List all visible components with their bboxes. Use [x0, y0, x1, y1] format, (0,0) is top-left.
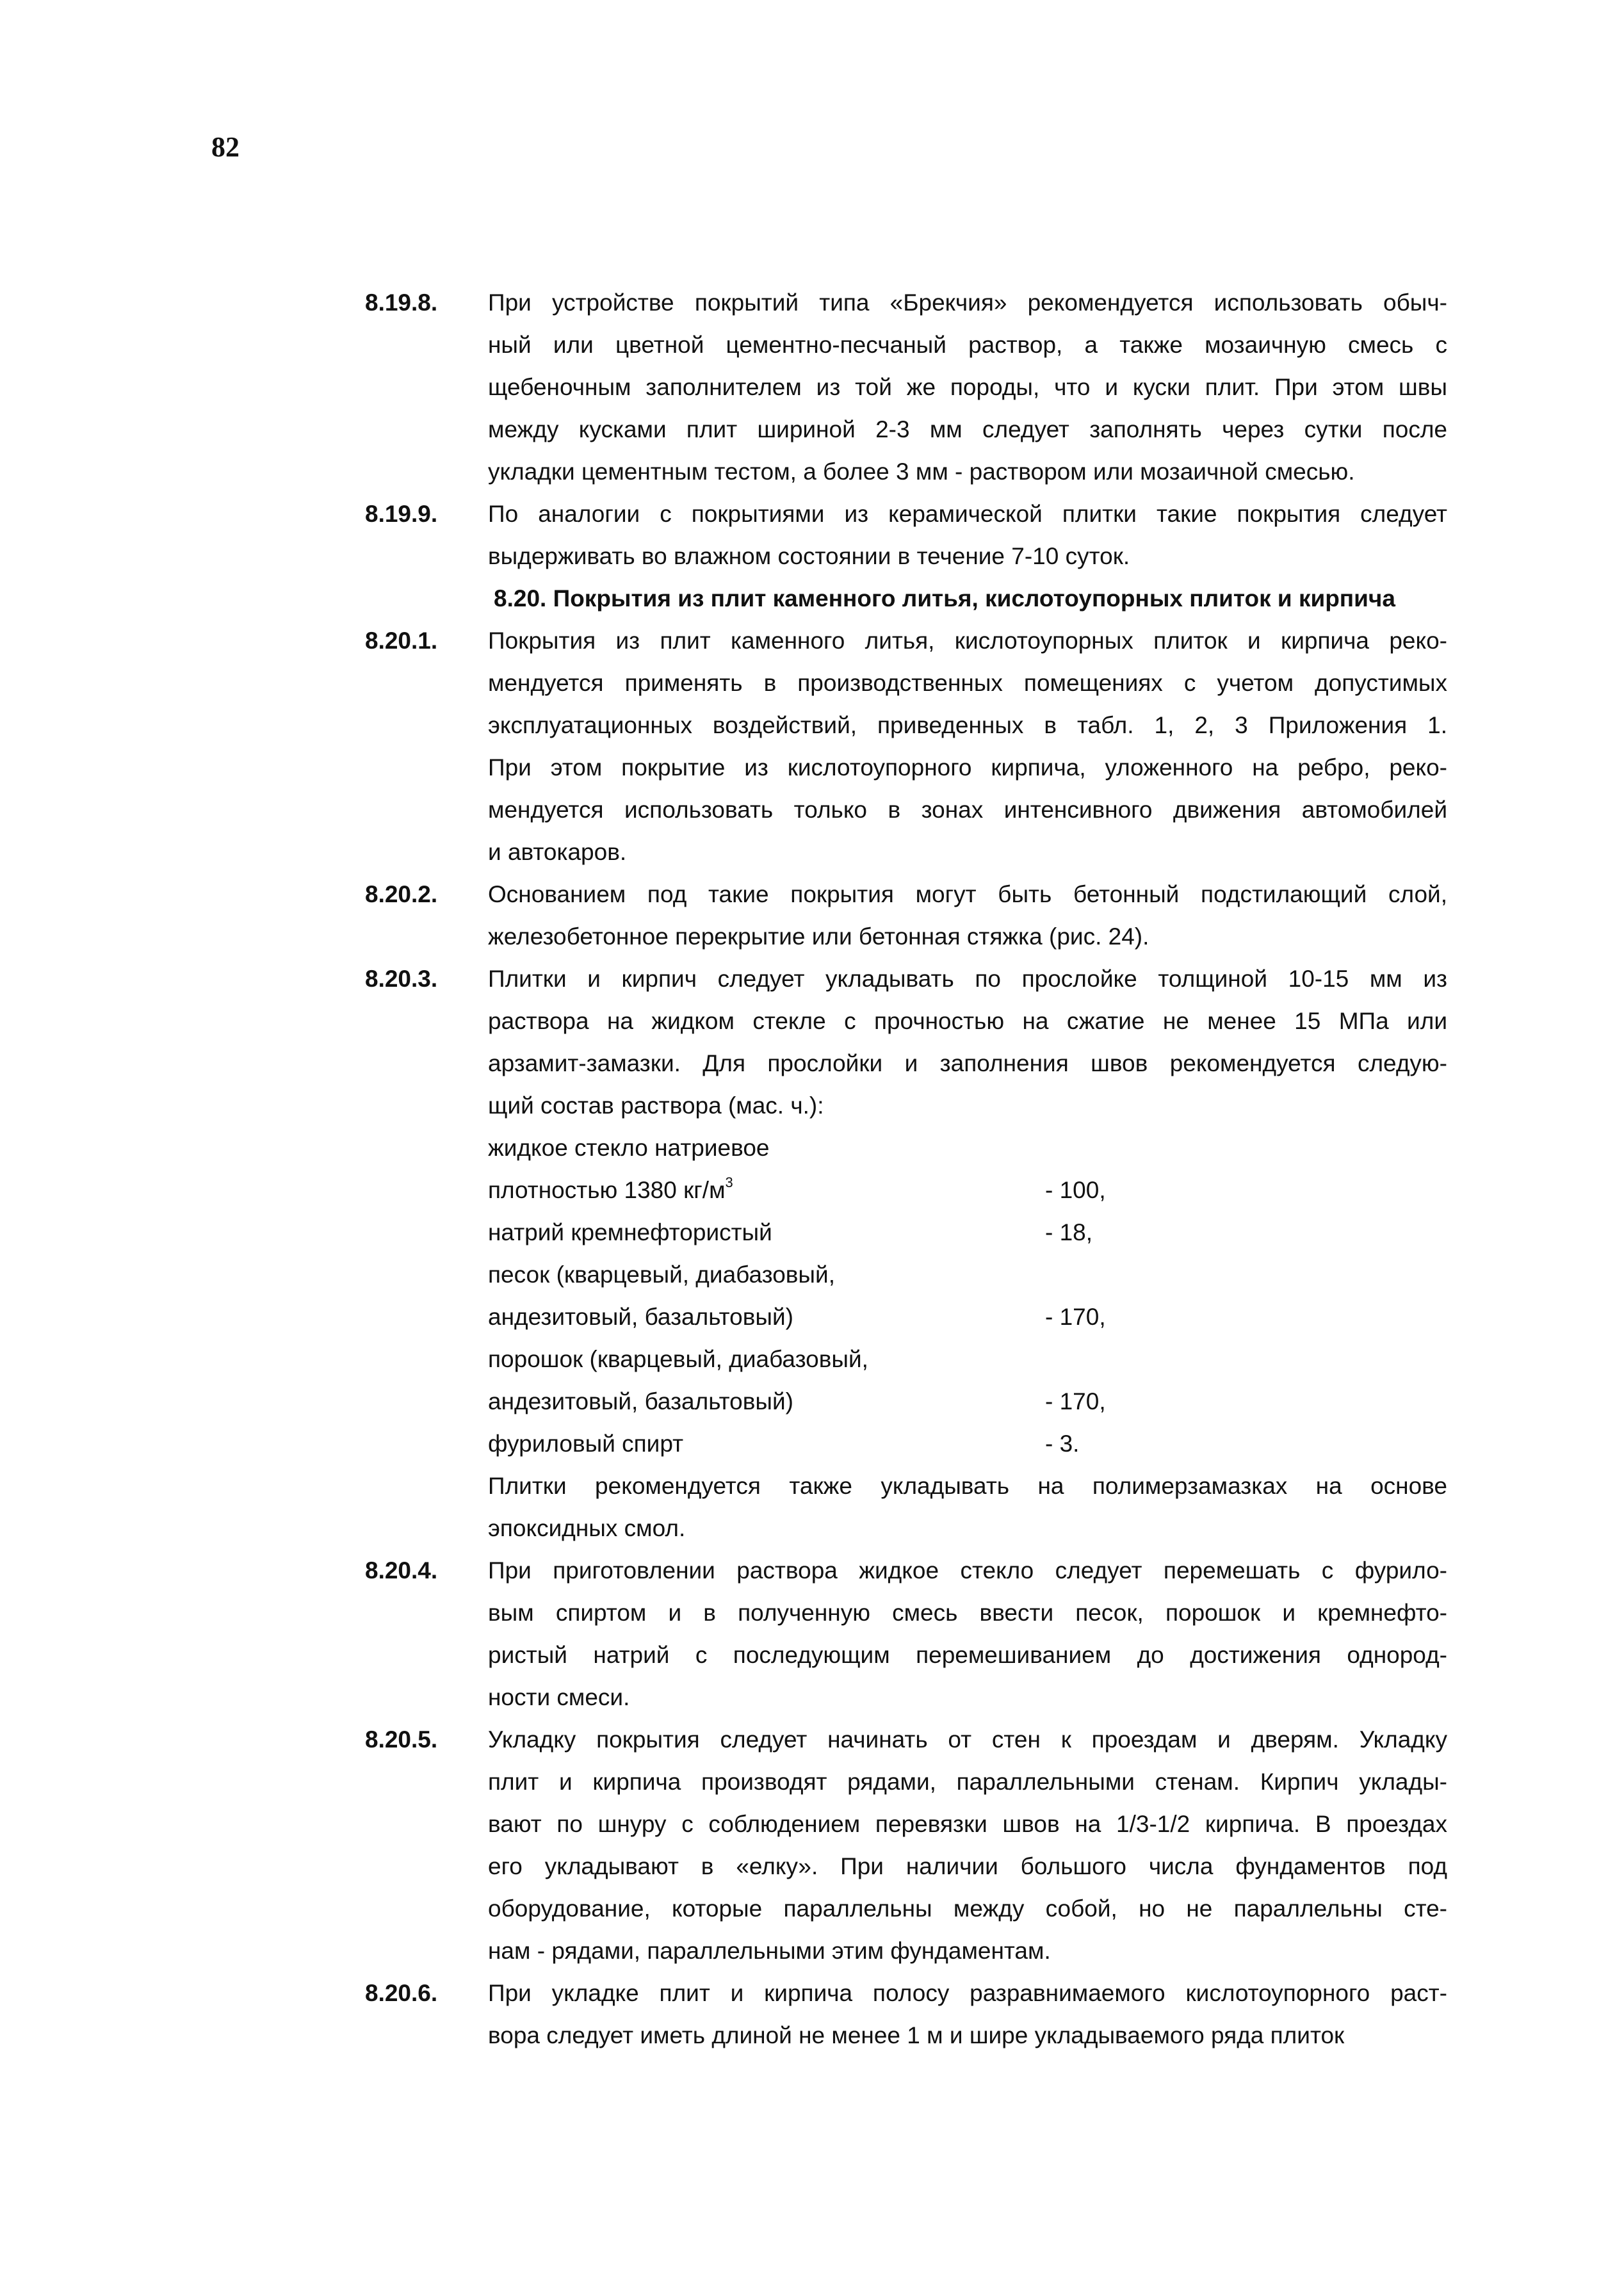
- clause-line: ный или цветной цементно-песчаный раствор, а также мозаичную смесь с: [488, 332, 1447, 358]
- composition-row: [488, 1296, 1447, 1338]
- clause-number: 8.20.2.: [365, 881, 438, 907]
- clause-number: 8.20.5.: [365, 1726, 438, 1753]
- clause-line: эксплуатационных воздействий, приведенных в табл. 1, 2, 3 Приложения 1.: [488, 712, 1447, 738]
- component-name: песок (кварцевый, диабазовый,: [488, 1261, 835, 1288]
- clause: [365, 873, 1447, 958]
- clause-line: и автокаров.: [488, 839, 627, 865]
- composition-row: [488, 1338, 1447, 1381]
- sections-8-20-1-to-3: [365, 620, 1447, 1127]
- clause-line: раствора на жидком стекле с прочностью на сжатие не менее 15 МПа или: [488, 1008, 1447, 1034]
- clause-number: 8.20.3.: [365, 966, 438, 992]
- composition-note: [488, 1465, 1447, 1550]
- composition-row: [488, 1127, 1447, 1169]
- component-amount: - 18,: [1045, 1219, 1093, 1245]
- component-amount: - 170,: [1045, 1388, 1106, 1415]
- component-name: андезитовый, базальтовый): [488, 1304, 793, 1330]
- clause: [365, 620, 1447, 873]
- clause-line: Плитки и кирпич следует укладывать по прослойке толщиной 10-15 мм из: [488, 966, 1447, 992]
- clause-line: Укладку покрытия следует начинать от стен к проездам и дверям. Укладку: [488, 1726, 1447, 1753]
- composition-row: [488, 1254, 1447, 1296]
- clause-line: плит и кирпича производят рядами, параллельными стенам. Кирпич уклады-: [488, 1769, 1447, 1795]
- clause-line: При устройстве покрытий типа «Брекчия» рекомендуется использовать обыч-: [488, 289, 1447, 316]
- clause-line: По аналогии с покрытиями из керамической плитки такие покрытия следует: [488, 501, 1447, 527]
- clause-line: При этом покрытие из кислотоупорного кирпича, уложенного на ребро, реко-: [488, 754, 1447, 781]
- composition-row: [488, 1423, 1447, 1465]
- clause-number: 8.19.9.: [365, 501, 438, 527]
- component-name: порошок (кварцевый, диабазовый,: [488, 1346, 868, 1372]
- clause-line: Основанием под такие покрытия могут быть бетонный подстилающий слой,: [488, 881, 1447, 907]
- component-amount: - 100,: [1045, 1177, 1106, 1203]
- clause-line: вора следует иметь длиной не менее 1 м и шире укладываемого ряда плиток: [488, 2022, 1345, 2048]
- composition-row: [488, 1169, 1447, 1212]
- unit-exponent: 3: [725, 1174, 733, 1190]
- clause: [365, 1719, 1447, 1972]
- clause-number: 8.20.4.: [365, 1557, 438, 1584]
- note-line: эпоксидных смол.: [488, 1515, 686, 1541]
- note-line: Плитки рекомендуется также укладывать на полимерзамазках на основе: [488, 1473, 1447, 1499]
- page-number: 82: [211, 131, 240, 163]
- clause-line: щебеночным заполнителем из той же породы, что и куски плит. При этом швы: [488, 374, 1447, 400]
- clause-line: При укладке плит и кирпича полосу разравнимаемого кислотоупорного раст-: [488, 1980, 1447, 2006]
- sections-8-20-4-to-6: [365, 1550, 1447, 2057]
- clause-line: мендуется применять в производственных помещениях с учетом допустимых: [488, 670, 1447, 696]
- clause-line: оборудование, которые параллельны между собой, но не параллельны сте-: [488, 1895, 1447, 1922]
- component-name: фуриловый спирт: [488, 1431, 684, 1457]
- clause-line: арзамит-замазки. Для прослойки и заполнения швов рекомендуется следую-: [488, 1050, 1447, 1076]
- clause-line: ности смеси.: [488, 1684, 630, 1710]
- component-amount: - 3.: [1045, 1431, 1080, 1457]
- component-amount: - 170,: [1045, 1304, 1106, 1330]
- clause-number: 8.19.8.: [365, 289, 438, 316]
- component-name: натрий кремнефтористый: [488, 1219, 772, 1245]
- clause-line: вают по шнуру с соблюдением перевязки швов на 1/3-1/2 кирпича. В проездах: [488, 1811, 1447, 1837]
- component-name: жидкое стекло натриевое: [488, 1135, 770, 1161]
- clause: [365, 1550, 1447, 1719]
- component-name: андезитовый, базальтовый): [488, 1388, 793, 1415]
- section-heading-8-20: 8.20. Покрытия из плит каменного литья, кислотоупорных плиток и кирпича: [494, 585, 1395, 612]
- clause-line: железобетонное перекрытие или бетонная стяжка (рис. 24).: [488, 923, 1149, 950]
- clause-line: мендуется использовать только в зонах интенсивного движения автомобилей: [488, 797, 1447, 823]
- document-body: [365, 282, 1447, 2057]
- clause-line: ристый натрий с последующим перемешиванием до достижения однород-: [488, 1642, 1447, 1668]
- clause-line: щий состав раствора (мас. ч.):: [488, 1092, 824, 1119]
- composition-block: [365, 1127, 1447, 1550]
- clause: [365, 958, 1447, 1127]
- clause: [365, 282, 1447, 493]
- composition-list: [488, 1127, 1447, 1465]
- clause-line: При приготовлении раствора жидкое стекло следует перемешать с фурило-: [488, 1557, 1447, 1584]
- composition-row: [488, 1381, 1447, 1423]
- component-name: плотностью 1380 $кг/м^3$: [488, 1174, 733, 1203]
- clause-line: вым спиртом и в полученную смесь ввести песок, порошок и кремнефто-: [488, 1600, 1447, 1626]
- clause-line: между кусками плит шириной 2-3 мм следует заполнять через сутки после: [488, 416, 1447, 442]
- clause-line: его укладывают в «елку». При наличии большого числа фундаментов под: [488, 1853, 1447, 1879]
- clause-line: нам - рядами, параллельными этим фундаментам.: [488, 1938, 1051, 1964]
- clause-line: Покрытия из плит каменного литья, кислотоупорных плиток и кирпича реко-: [488, 628, 1447, 654]
- sections-8-19: [365, 282, 1447, 578]
- clause: [365, 493, 1447, 578]
- clause: [365, 1972, 1447, 2057]
- composition-row: [488, 1212, 1447, 1254]
- clause-number: 8.20.1.: [365, 628, 438, 654]
- clause-line: выдерживать во влажном состоянии в течение 7-10 суток.: [488, 543, 1130, 569]
- clause-line: укладки цементным тестом, а более 3 мм - раствором или мозаичной смесью.: [488, 458, 1355, 485]
- clause-number: 8.20.6.: [365, 1980, 438, 2006]
